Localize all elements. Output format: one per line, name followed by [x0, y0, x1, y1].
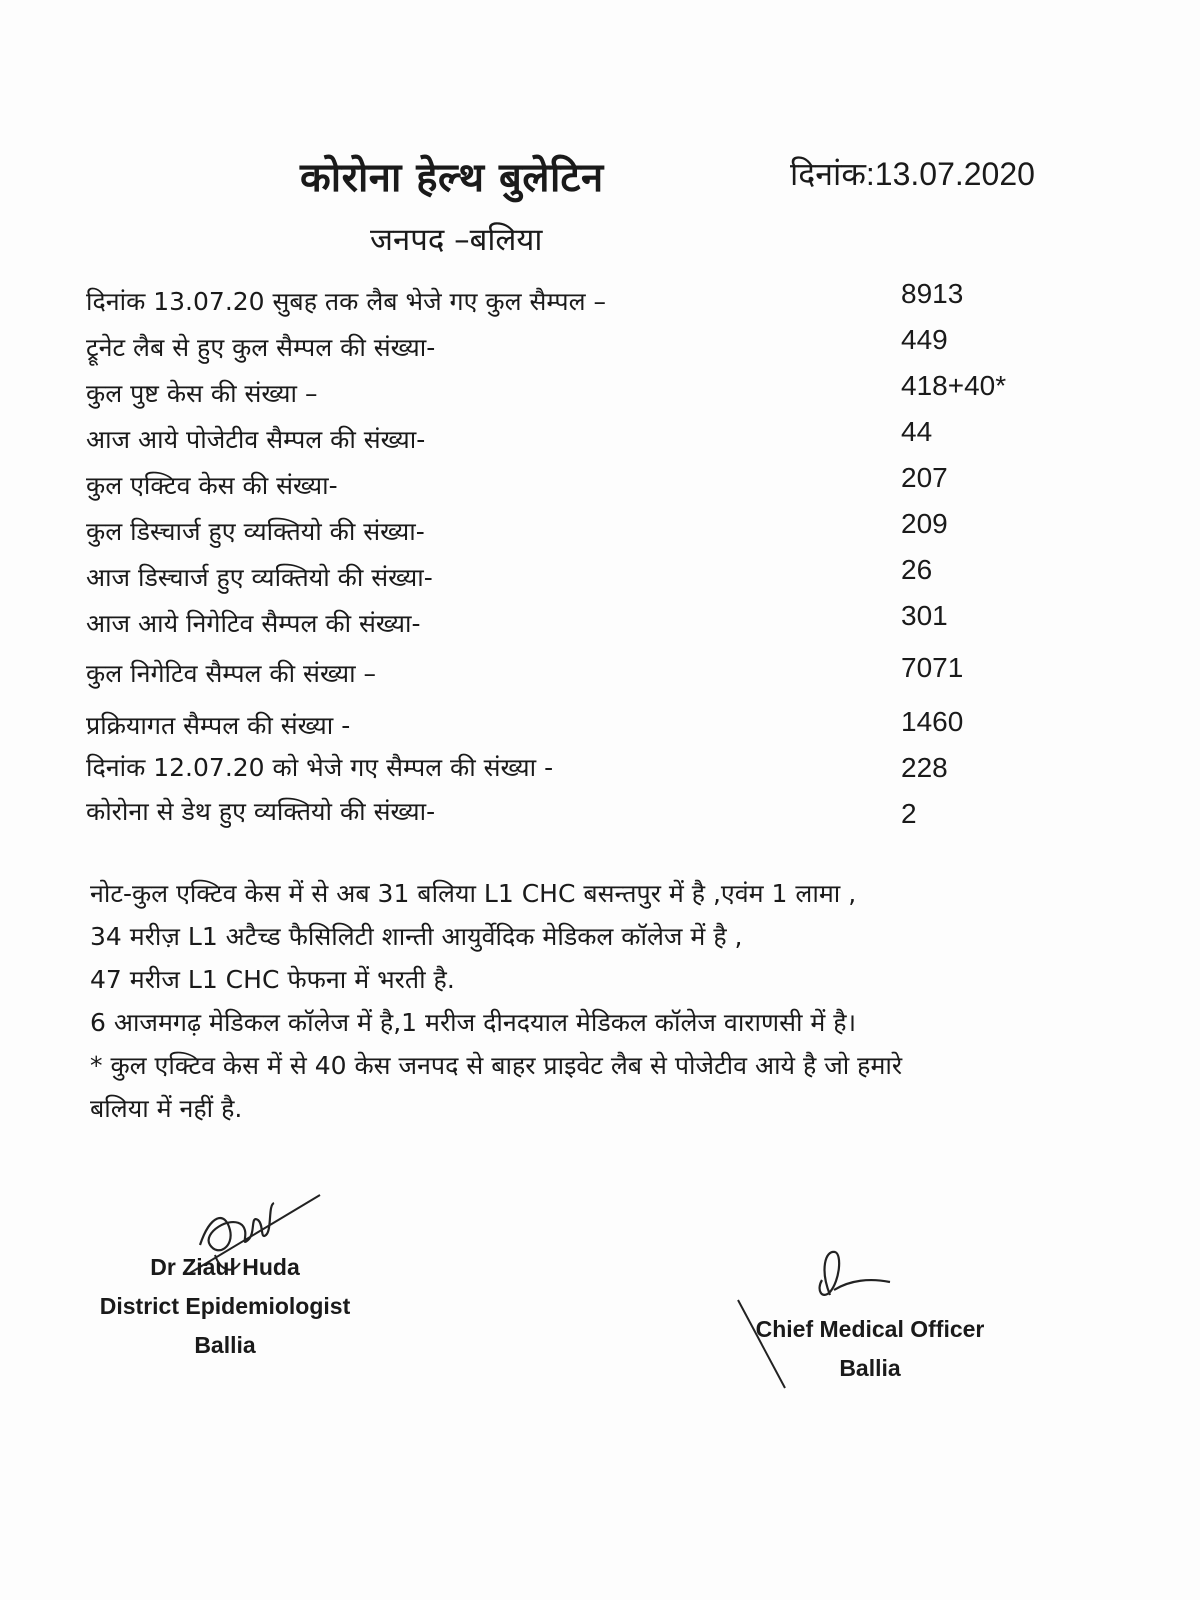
stat-value: 209: [901, 508, 948, 539]
signatory-designation: Chief Medical Officer: [755, 1316, 985, 1342]
stat-row: [86, 462, 1066, 508]
stat-value: 26: [901, 554, 933, 585]
stat-row: [86, 324, 1066, 370]
signatory-right: [725, 1310, 1015, 1388]
note-line: बलिया में नहीं है.: [90, 1094, 243, 1123]
bulletin-title: कोरोना हेल्थ बुलेटिन: [300, 155, 604, 201]
stat-value: 2: [901, 798, 917, 829]
stat-value: 228: [901, 752, 948, 783]
stat-value: 449: [901, 324, 948, 355]
stat-value: 301: [901, 600, 948, 631]
stat-row: [86, 416, 1066, 462]
signatory-left: [80, 1248, 370, 1365]
district-name: जनपद –बलिया: [370, 222, 543, 258]
stat-label: कुल पुष्ट केस की संख्या –: [86, 379, 318, 408]
stat-value: 207: [901, 462, 948, 493]
stats-table: [86, 278, 1066, 838]
stat-value: 8913: [901, 278, 964, 309]
note-line: नोट-कुल एक्टिव केस में से अब 31 बलिया L1 CHC बसन्तपुर में है ,एवंम 1 लामा ,: [90, 879, 857, 908]
stat-row: [86, 600, 1066, 646]
stat-label: कुल एक्टिव केस की संख्या-: [86, 471, 338, 500]
stat-label: प्रक्रियागत सैम्पल की संख्या -: [86, 711, 351, 740]
stat-value: 44: [901, 416, 933, 447]
signatory-name: Dr Ziaul Huda: [150, 1254, 300, 1280]
stat-row: [86, 278, 1066, 324]
note-line: 47 मरीज L1 CHC फेफना में भरती है.: [90, 965, 455, 994]
stat-label: कोरोना से डेथ हुए व्यक्तियो की संख्या-: [86, 797, 436, 826]
stat-value: 418+40*: [901, 370, 1007, 401]
stat-label: आज डिस्चार्ज हुए व्यक्तियो की संख्या-: [86, 563, 433, 592]
note-line: 6 आजमगढ़ मेडिकल कॉलेज में है,1 मरीज दीनदयाल मेडिकल कॉलेज वाराणसी में है।: [90, 1008, 857, 1037]
stat-row: [86, 746, 1066, 792]
signatory-designation: District Epidemiologist: [99, 1293, 351, 1319]
stat-label: दिनांक 12.07.20 को भेजे गए सैम्पल की संख्या -: [86, 753, 554, 782]
bulletin-date: दिनांक:13.07.2020: [790, 156, 1035, 192]
stat-row: [86, 792, 1066, 838]
stat-row: [86, 698, 1066, 746]
stat-row: [86, 370, 1066, 416]
signatory-place: Ballia: [839, 1355, 901, 1381]
stat-row: [86, 554, 1066, 600]
stat-label: आज आये निगेटिव सैम्पल की संख्या-: [86, 609, 421, 638]
stat-label: दिनांक 13.07.20 सुबह तक लैब भेजे गए कुल सैम्पल –: [86, 287, 606, 316]
stat-row: [86, 508, 1066, 554]
note-line: * कुल एक्टिव केस में से 40 केस जनपद से बाहर प्राइवेट लैब से पोजेटीव आये है जो हमारे: [90, 1051, 903, 1080]
stat-label: ट्रूनेट लैब से हुए कुल सैम्पल की संख्या-: [86, 333, 436, 362]
notes-section: [90, 872, 1090, 1130]
stat-value: 1460: [901, 706, 964, 737]
stat-row: [86, 646, 1066, 698]
stat-label: आज आये पोजेटीव सैम्पल की संख्या-: [86, 425, 426, 454]
note-line: 34 मरीज़ L1 अटैच्ड फैसिलिटी शान्ती आयुर्वेदिक मेडिकल कॉलेज में है ,: [90, 922, 743, 951]
stat-label: कुल निगेटिव सैम्पल की संख्या –: [86, 659, 376, 688]
stat-value: 7071: [901, 652, 964, 683]
stat-label: कुल डिस्चार्ज हुए व्यक्तियो की संख्या-: [86, 517, 425, 546]
signatory-place: Ballia: [194, 1332, 256, 1358]
